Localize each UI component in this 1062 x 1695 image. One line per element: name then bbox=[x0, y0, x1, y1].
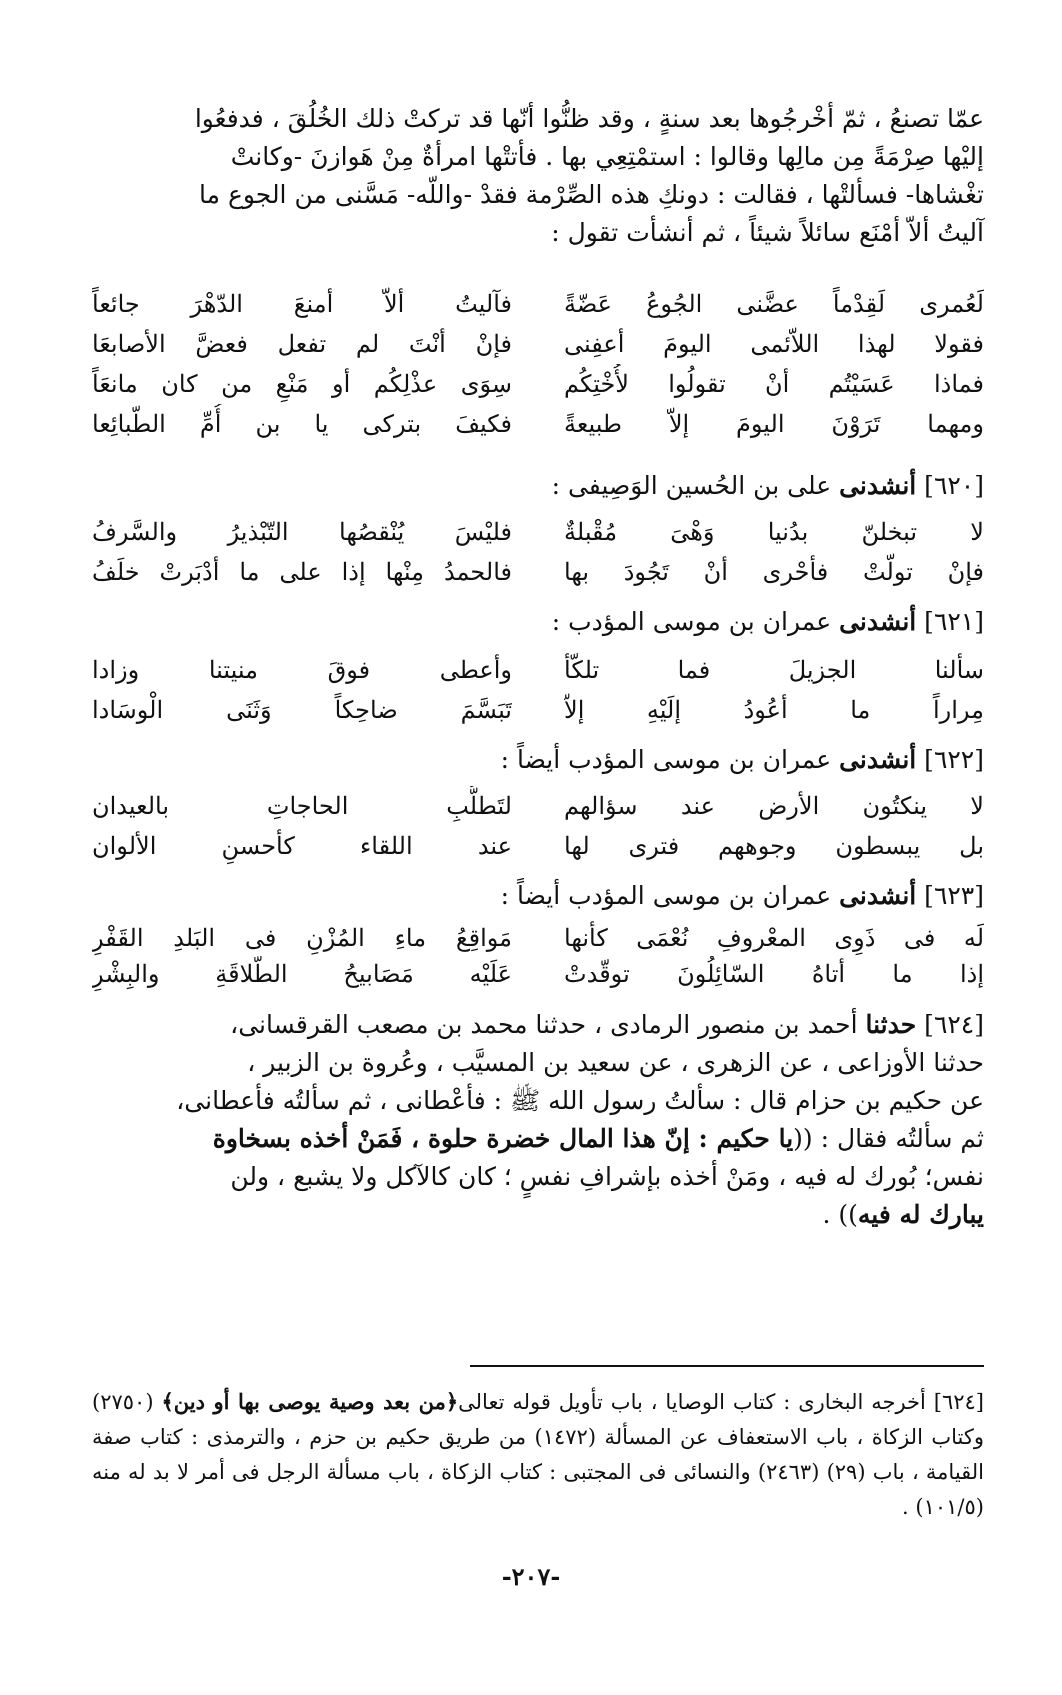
hemistich-second: فآليتُ ألاّ أمنعَ الدّهْرَ جائعاً bbox=[92, 290, 512, 318]
verse bbox=[92, 324, 984, 364]
verse bbox=[92, 512, 984, 552]
hadith-close: )) . bbox=[822, 1200, 858, 1229]
entry-verb: أنشدنى bbox=[839, 745, 917, 774]
intro-paragraph bbox=[92, 100, 984, 252]
entry-heading-622 bbox=[92, 740, 984, 780]
hemistich-second: فإنْ أنْتَ لم تفعل فعضَّ الأصابعَا bbox=[92, 330, 512, 358]
hemistich-first: مِراراً ما أعُودُ إلَيْهِ إلاّ bbox=[564, 696, 984, 724]
hemistich-first: فإنْ تولّتْ فأحْرى أنْ تَجُودَ بها bbox=[564, 558, 984, 586]
verse bbox=[92, 404, 984, 444]
hadith-624 bbox=[92, 1006, 984, 1234]
footnote-divider bbox=[470, 1365, 984, 1367]
poem-4 bbox=[92, 786, 984, 866]
hemistich-first: فقولا لهذا اللاّئمى اليومَ أعفِنى bbox=[564, 330, 984, 358]
entry-narrator: عمران بن موسى المؤدب أيضاً : bbox=[500, 745, 832, 774]
hemistich-first: ومهما تَرَوْنَ اليومَ إلاّ طبيعةً bbox=[564, 410, 984, 438]
verse bbox=[92, 956, 984, 992]
intro-line: إليْها صِرْمَةً مِن مالِها وقالوا : استمْتِعِي بها . فأتتْها امرأةٌ مِنْ هَوازنَ -وكانتْ bbox=[230, 142, 984, 171]
entry-number: [٦٢٠] bbox=[924, 471, 984, 500]
isnad-text: أحمد بن منصور الرمادى ، حدثنا محمد بن مصعب القرقسانى، bbox=[230, 1010, 858, 1039]
hemistich-second: وأعطى فوقَ منيتنا وزادا bbox=[92, 656, 512, 684]
verse bbox=[92, 920, 984, 956]
hadith-matn: يا حكيم : إنّ هذا المال خضرة حلوة ، فَمَنْ أخذه بسخاوة bbox=[212, 1124, 794, 1153]
entry-narrator: عمران بن موسى المؤدب : bbox=[551, 607, 832, 636]
entry-number: [٦٢٤] bbox=[924, 1010, 984, 1039]
intro-line: تغْشاها- فسألتْها ، فقالت : دونكِ هذه الصِّرْمة فقدْ -واللّه- مَسَّنى من الجوع ما bbox=[199, 180, 984, 209]
hemistich-second: سِوَى عذْلِكُم أو مَنْعِ من كان مانعَاً bbox=[92, 370, 512, 398]
hemistich-first: لَه فى ذَوِى المعْروفِ نُعْمَى كأنها bbox=[564, 924, 984, 952]
verse bbox=[92, 826, 984, 866]
page-number: -٢٠٧- bbox=[501, 1562, 561, 1591]
hemistich-first: سألنا الجزيلَ فما تلكّأ bbox=[564, 656, 984, 684]
intro-line: عمّا تصنعُ ، ثمّ أخْرجُوها بعد سنةٍ ، وقد ظنُّوا أنّها قد تركتْ ذلك الخُلُقَ ، فدفعُوا bbox=[194, 104, 984, 133]
entry-narrator: عمران بن موسى المؤدب أيضاً : bbox=[500, 881, 832, 910]
footnote-text: (٢٧٥٠) وكتاب الزكاة ، باب الاستعفاف عن المسألة (١٤٧٢) من طريق حكيم بن حزم ، والترمذى : كتاب صفة القيامة ، باب (٢٩) (٢٤٦٣) والنسائى فى المجتبى : كتاب الزكاة ، باب مسألة الرجل فى أمر لا بد له منه (١٠١/٥) . bbox=[92, 1390, 985, 1519]
hadith-line bbox=[92, 1196, 984, 1234]
hemistich-second: تَبَسَّمَ ضاحِكاً وَثَنَى الْوسَادا bbox=[92, 696, 512, 724]
entry-verb: أنشدنى bbox=[839, 607, 917, 636]
intro-line: آليتُ ألاّ أمْنَع سائلاً شيئاً ، ثم أنشأت تقول : bbox=[551, 218, 984, 247]
verse bbox=[92, 552, 984, 592]
entry-heading-623 bbox=[92, 876, 984, 916]
footnote-text: [٦٢٤] أخرجه البخارى : كتاب الوصايا ، باب تأويل قوله تعالى bbox=[458, 1390, 984, 1414]
footnote-624 bbox=[92, 1384, 984, 1525]
hemistich-first: لا تبخلنّ بدُنيا وَهْىَ مُقْبلةٌ bbox=[564, 518, 984, 546]
entry-heading-621 bbox=[92, 602, 984, 642]
hemistich-second: فكيفَ بتركى يا بن أُمِّ الطّبائِعا bbox=[92, 410, 512, 438]
hadith-line: حدثنا الأوزاعى ، عن الزهرى ، عن سعيد بن المسيَّب ، وعُروة بن الزبير ، bbox=[247, 1048, 984, 1077]
hadith-line bbox=[92, 1120, 984, 1158]
hemistich-second: مَواقِعُ ماءِ المُزْنِ فى البَلدِ القَفْرِ bbox=[92, 924, 512, 952]
hadith-matn: يبارك له فيه bbox=[857, 1200, 984, 1229]
poem-5 bbox=[92, 920, 984, 992]
entry-verb: حدثنا bbox=[865, 1010, 917, 1039]
verse bbox=[92, 284, 984, 324]
hadith-line: نفس؛ بُورك له فيه ، ومَنْ أخذه بإشرافِ نفسٍ ؛ كان كالآكل ولا يشبع ، ولن bbox=[230, 1162, 984, 1191]
quran-quote: ﴿من بعد وصية يوصى بها أو دين﴾ bbox=[161, 1389, 459, 1414]
hadith-line bbox=[92, 1006, 984, 1044]
hemistich-first: لَعُمرى لَقِدْماً عضَّنى الجُوعُ عَضّةً bbox=[564, 290, 984, 318]
poem-3 bbox=[92, 650, 984, 730]
hemistich-first: بل يبسطون وجوههم فترى لها bbox=[564, 832, 984, 860]
entry-number: [٦٢١] bbox=[924, 607, 984, 636]
hemistich-second: عَلَيْه مَصَابيحُ الطّلاقَةِ والبِشْرِ bbox=[92, 960, 512, 988]
entry-number: [٦٢٢] bbox=[924, 745, 984, 774]
verse bbox=[92, 786, 984, 826]
entry-narrator: على بن الحُسين الوَصِيفى : bbox=[551, 471, 832, 500]
hemistich-first: لا ينكتُون الأرض عند سؤالهم bbox=[564, 792, 984, 820]
entry-verb: أنشدنى bbox=[839, 881, 917, 910]
poem-1 bbox=[92, 284, 984, 444]
hemistich-second: عند اللقاء كأحسنِ الألوان bbox=[92, 832, 512, 860]
hemistich-first: إذا ما أتاهُ السّائِلُونَ توقّدتْ bbox=[564, 960, 984, 988]
entry-verb: أنشدنى bbox=[839, 471, 917, 500]
hadith-line: عن حكيم بن حزام قال : سألتُ رسول الله ﷺ : فأعْطانى ، ثم سألتُه فأعطانى، bbox=[176, 1086, 984, 1115]
entry-number: [٦٢٣] bbox=[924, 881, 984, 910]
verse bbox=[92, 650, 984, 690]
entry-heading-620 bbox=[92, 466, 984, 506]
verse bbox=[92, 690, 984, 730]
hemistich-second: فالحمدُ مِنْها إذا على ما أدْبَرتْ خلَفُ bbox=[92, 558, 512, 586]
hemistich-second: لتَطلُّبِ الحاجاتِ بالعيدان bbox=[92, 792, 512, 820]
verse bbox=[92, 364, 984, 404]
hemistich-second: فليْسَ يُنْقصُها التّبْذيرُ والسَّرفُ bbox=[92, 518, 512, 546]
hadith-text: ثم سألتُه فقال : (( bbox=[793, 1124, 984, 1153]
hemistich-first: فماذا عَسَيْتُم أنْ تقولُوا لأُخْتِكُم bbox=[564, 370, 984, 398]
poem-2 bbox=[92, 512, 984, 592]
